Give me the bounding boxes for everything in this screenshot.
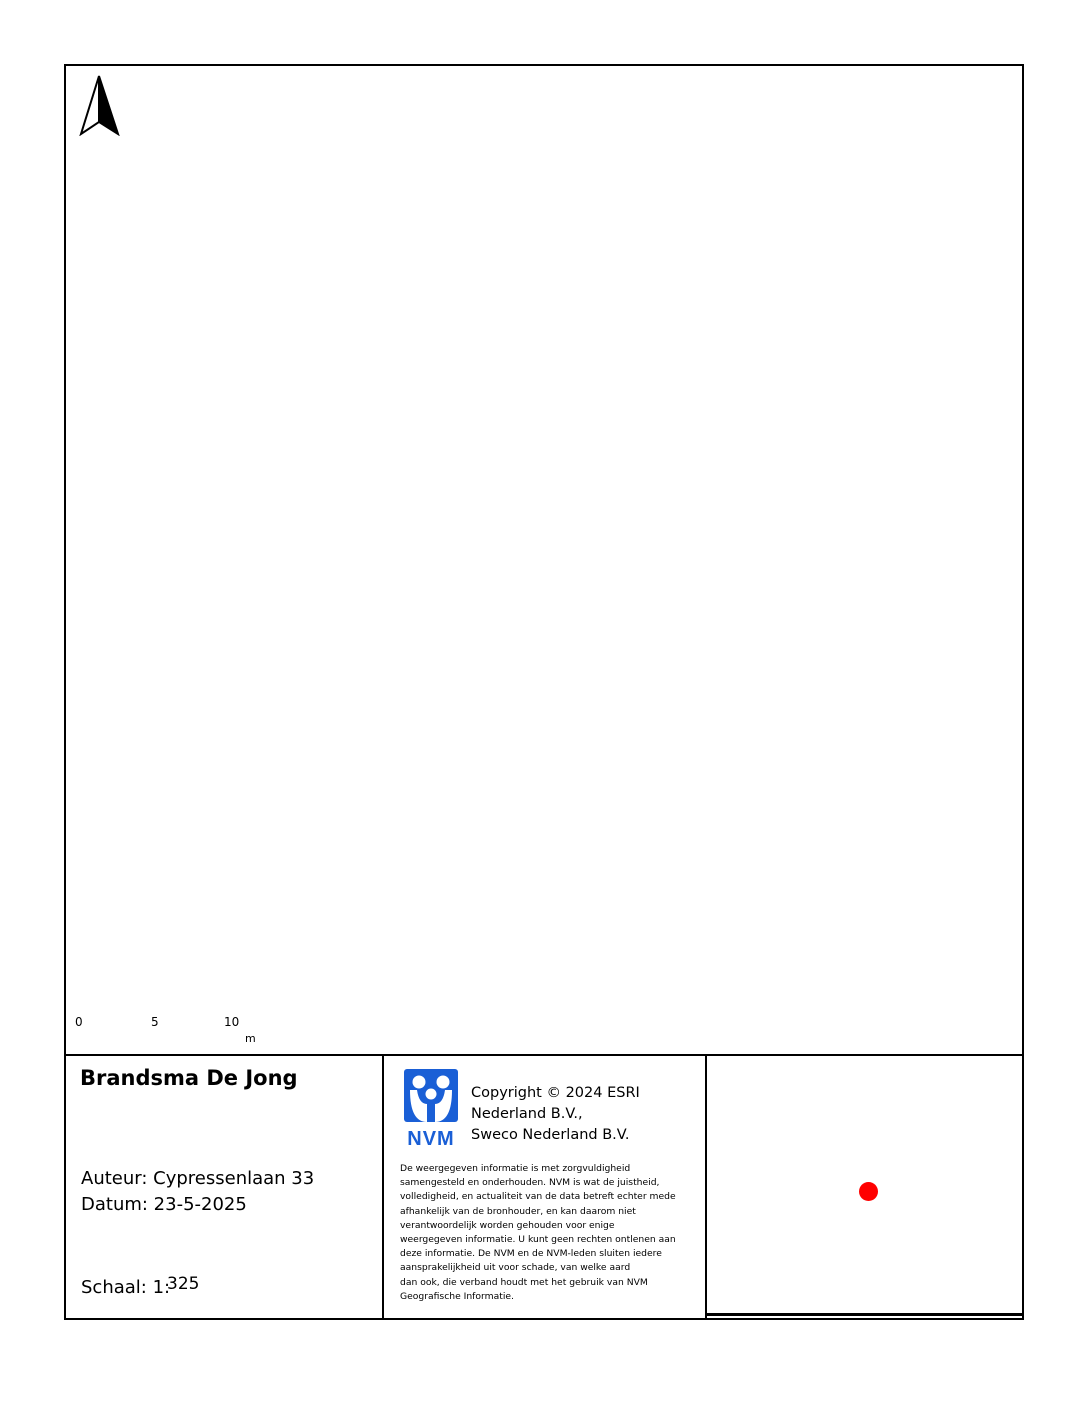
scale-value: 325 [167, 1274, 200, 1294]
nvm-logo [403, 1068, 459, 1148]
scale-tick-10: 10 [224, 1015, 240, 1029]
scale-tick-5: 5 [151, 1015, 159, 1029]
disclaimer-line: volledigheid, en actualiteit van de data betreft echter mede [400, 1191, 676, 1203]
footer-column-divider-1 [382, 1054, 384, 1320]
copyright-block [471, 1083, 640, 1146]
disclaimer-line: weergegeven informatie. U kunt geen rechten ontlenen aan [400, 1234, 676, 1246]
copyright-line: Sweco Nederland B.V. [471, 1127, 630, 1143]
disclaimer-line: deze informatie. De NVM en de NVM-leden sluiten iedere [400, 1248, 662, 1260]
nvm-logo-text: NVM [407, 1128, 455, 1148]
disclaimer-line: samengesteld en onderhouden. NVM is wat de juistheid, [400, 1177, 660, 1189]
copyright-line: Nederland B.V., [471, 1106, 583, 1122]
disclaimer-line: dan ook, die verband houdt met het gebruik van NVM [400, 1276, 648, 1288]
location-dot-icon [859, 1182, 878, 1201]
author-line: Auteur: Cypressenlaan 33 [81, 1168, 315, 1189]
disclaimer-line: afhankelijk van de bronhouder, en kan daarom niet [400, 1205, 636, 1217]
copyright-line: Copyright © 2024 ESRI [471, 1085, 640, 1101]
disclaimer-line: Geografische Informatie. [400, 1290, 514, 1302]
disclaimer-text [400, 1162, 700, 1304]
scale-label: Schaal: 1: [81, 1277, 171, 1298]
map-canvas[interactable] [64, 64, 1024, 1056]
map-title: Brandsma De Jong [80, 1066, 298, 1090]
disclaimer-line: verantwoordelijk worden gehouden voor enige [400, 1219, 615, 1231]
disclaimer-line: De weergegeven informatie is met zorgvuldigheid [400, 1163, 631, 1174]
scale-tick-0: 0 [75, 1015, 83, 1029]
north-arrow-icon [79, 74, 121, 136]
disclaimer-line: aansprakelijkheid uit voor schade, van welke aard [400, 1262, 631, 1274]
date-line: Datum: 23-5-2025 [81, 1194, 247, 1215]
scale-unit: m [245, 1032, 256, 1045]
